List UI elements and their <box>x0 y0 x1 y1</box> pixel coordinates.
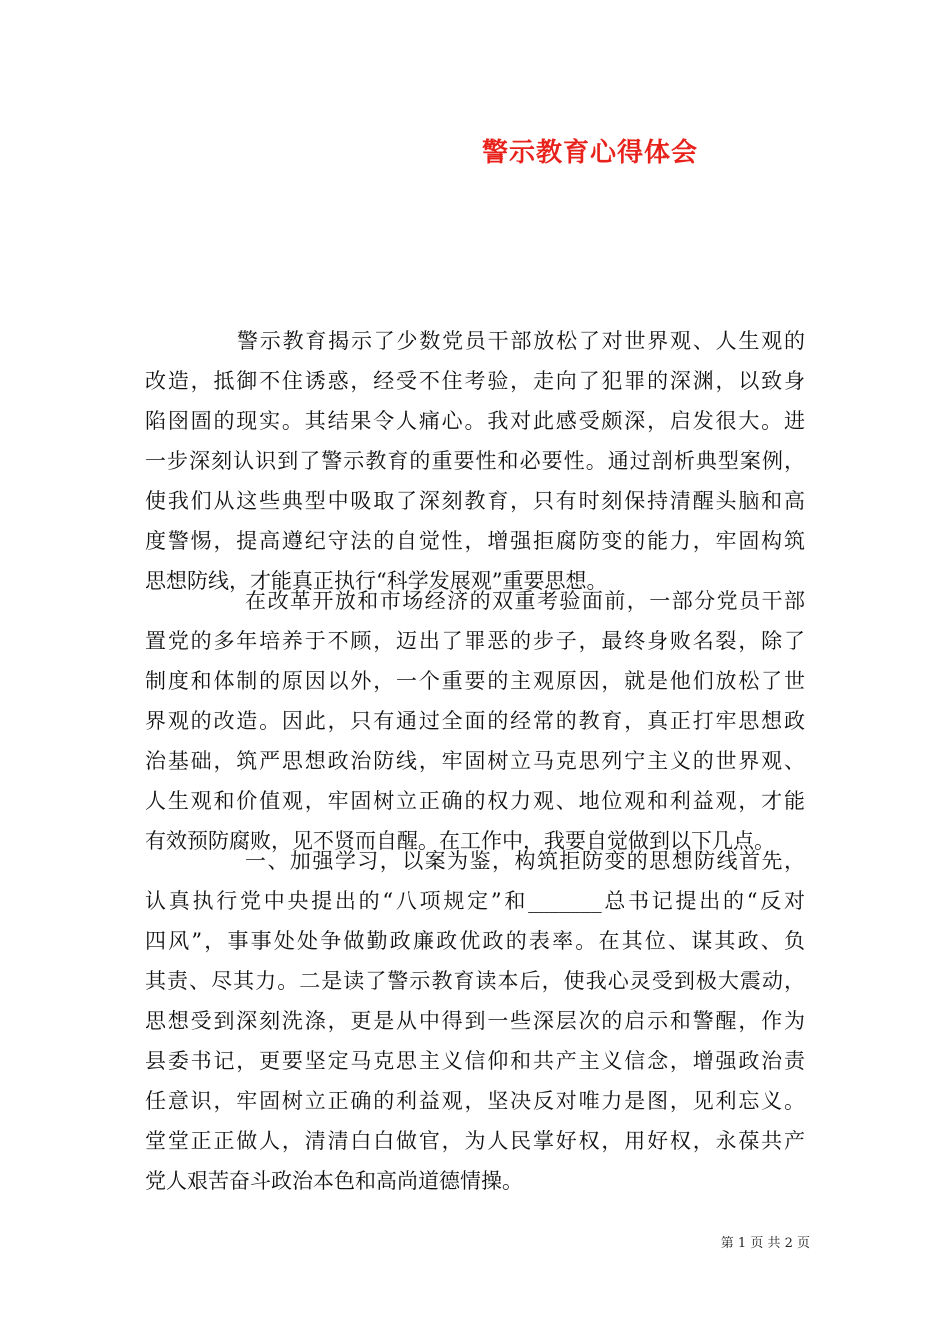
paragraph-1-line-1: 警示教育揭示了少数党员干部放松了对世界观、人生观的 <box>237 329 805 353</box>
paragraph-2-line-1: 在改革开放和市场经济的双重考验面前，一部分党员干部 <box>245 589 805 613</box>
paragraph-3-line-9: 党人艰苦奋斗政治本色和高尚道德情操。 <box>145 1169 523 1193</box>
page-number-footer: 第 1 页 共 2 页 <box>720 1236 810 1251</box>
paragraph-2-line-2: 置党的多年培养于不顾，迈出了罪恶的步子，最终身败名裂，除了 <box>145 629 805 653</box>
paragraph-3-line-1: 一、加强学习，以案为鉴，构筑拒防变的思想防线首先， <box>245 849 805 873</box>
paragraph-1-line-6: 度警惕，提高遵纪守法的自觉性，增强拒腐防变的能力，牢固构筑 <box>145 529 805 553</box>
paragraph-3-line-2: 认真执行党中央提出的“八项规定”和_______总书记提出的“反对 <box>145 889 805 913</box>
paragraph-2-line-6: 人生观和价值观，牢固树立正确的权力观、地位观和利益观，才能 <box>145 789 805 813</box>
paragraph-1-line-3: 陷囹圄的现实。其结果令人痛心。我对此感受颇深，启发很大。进 <box>145 409 805 433</box>
paragraph-2-line-5: 治基础，筑严思想政治防线，牢固树立马克思列宁主义的世界观、 <box>145 749 805 773</box>
paragraph-1-line-5: 使我们从这些典型中吸取了深刻教育，只有时刻保持清醒头脑和高 <box>145 489 805 513</box>
paragraph-1-line-4: 一步深刻认识到了警示教育的重要性和必要性。通过剖析典型案例， <box>145 449 805 473</box>
paragraph-3-line-7: 任意识，牢固树立正确的利益观，坚决反对唯力是图，见利忘义。 <box>145 1089 805 1113</box>
title-area <box>0 0 950 200</box>
paragraph-3-line-3: 四风”，事事处处争做勤政廉政优政的表率。在其位、谋其政、负 <box>145 929 805 953</box>
paragraph-2-line-4: 界观的改造。因此，只有通过全面的经常的教育，真正打牢思想政 <box>145 709 805 733</box>
paragraph-2-line-3: 制度和体制的原因以外，一个重要的主观原因，就是他们放松了世 <box>145 669 805 693</box>
document-title: 警示教育心得体会 <box>481 138 698 168</box>
paragraph-3-line-6: 县委书记，更要坚定马克思主义信仰和共产主义信念，增强政治责 <box>145 1049 805 1073</box>
paragraph-1-line-7: 思想防线，才能真正执行“科学发展观”重要思想。 <box>145 569 608 593</box>
paragraph-3-line-8: 堂堂正正做人，清清白白做官，为人民掌好权，用好权，永葆共产 <box>145 1129 805 1153</box>
paragraph-3-line-4: 其责、尽其力。二是读了警示教育读本后，使我心灵受到极大震动， <box>145 969 805 993</box>
paragraph-1-line-2: 改造，抵御不住诱惑，经受不住考验，走向了犯罪的深渊，以致身 <box>145 369 805 393</box>
paragraph-2-line-7: 有效预防腐败，见不贤而自醒。在工作中，我要自觉做到以下几点。 <box>145 829 775 853</box>
paragraph-3-line-5: 思想受到深刻洗涤，更是从中得到一些深层次的启示和警醒，作为 <box>145 1009 805 1033</box>
